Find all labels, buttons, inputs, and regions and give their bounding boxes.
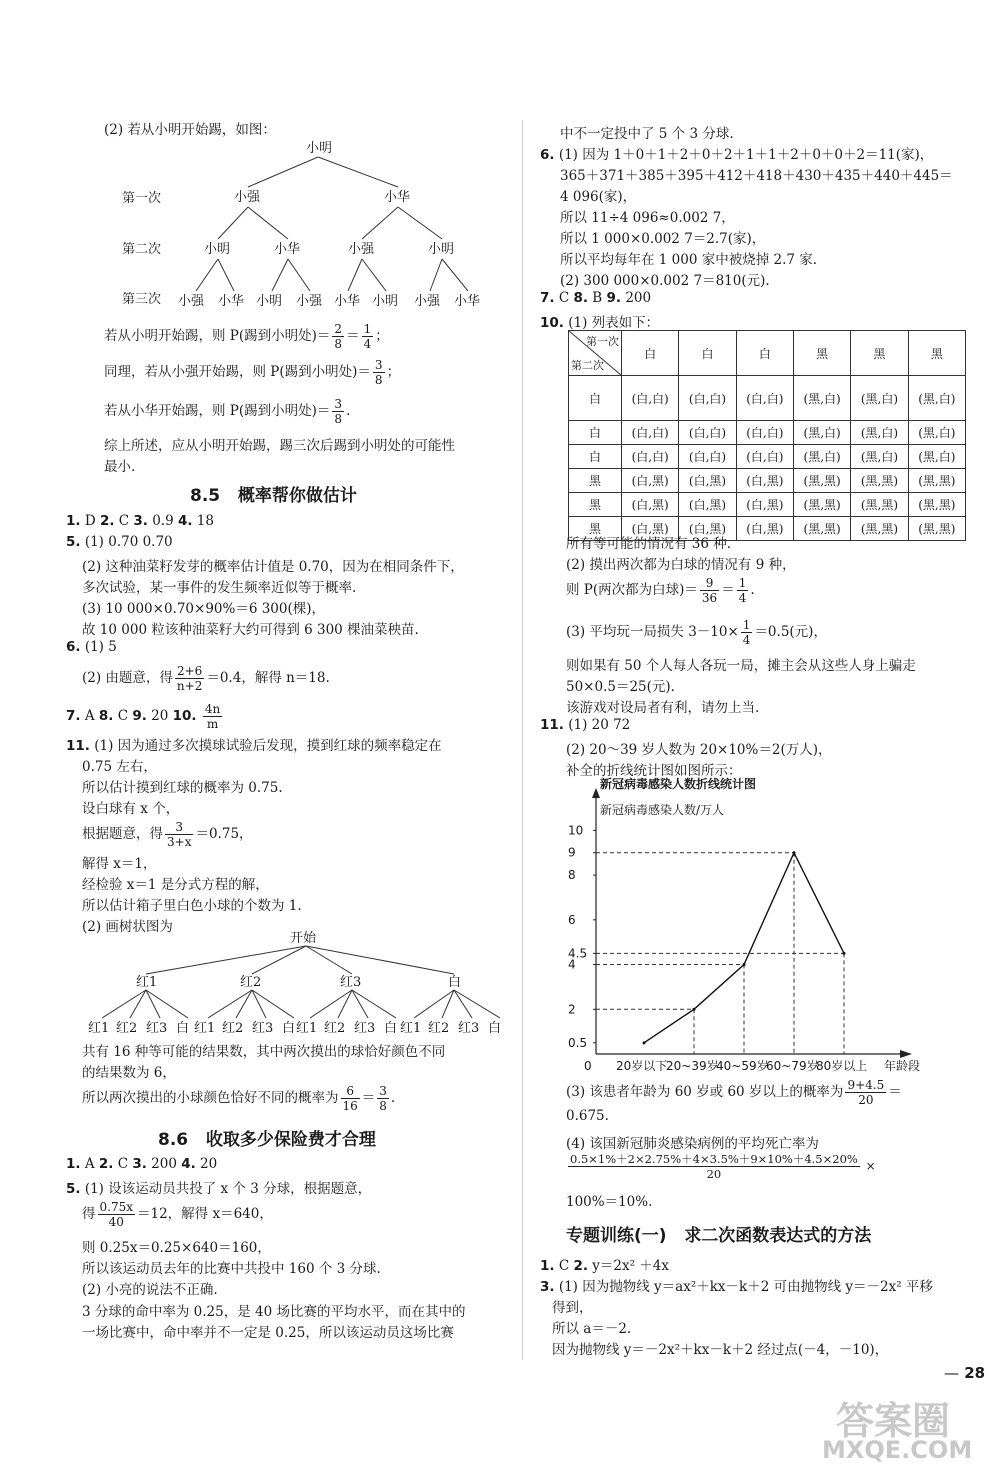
table-cell: (白,白): [622, 421, 679, 445]
prob-line: 若从小华开始踢，则 P(踢到小明处)＝ $\frac{3}{8}$ .: [104, 397, 351, 426]
text-line: 设白球有 x 个，: [82, 801, 180, 817]
text-line: 共有 16 种等可能的结果数，其中两次摸出的球恰好颜色不同: [82, 1044, 446, 1060]
tree2-leaf: 白: [384, 1021, 398, 1036]
text-line: 得 $\frac{0.75x}{40}$ ＝12，解得 x＝640，: [82, 1200, 273, 1229]
table-cell: (白,白): [736, 445, 793, 469]
table-cell: (黑,黑): [851, 517, 908, 541]
chart-title: 新冠病毒感染人数折线统计图: [600, 777, 757, 791]
x-axis-label: 年龄段: [884, 1059, 921, 1072]
table-cell: (黑,黑): [908, 469, 965, 493]
data-point: [743, 963, 746, 966]
text-line: 50×0.5＝25(元).: [566, 679, 675, 695]
tree2-node: 红1: [136, 975, 158, 990]
table-header: 白: [736, 331, 793, 376]
table-cell: (黑,黑): [793, 493, 850, 517]
table-cell: (黑,黑): [793, 469, 850, 493]
text-line: 所以平均每年在 1 000 家中被烧掉 2.7 家.: [560, 252, 818, 268]
table-cell: (白,黑): [736, 493, 793, 517]
table-cell: (白,黑): [622, 517, 679, 541]
tree2-leaf: 白: [488, 1021, 502, 1036]
answer-line: 1. A 2. C 3. 200 4. 20: [66, 1156, 218, 1172]
tree2-node: 白: [448, 975, 462, 990]
text-line: (3) 该患者年龄为 60 岁或 60 岁以上的概率为 $\frac{9+4.5}{20}$ ＝: [566, 1078, 902, 1107]
tree1-intro: (2) 若从小明开始踢，如图：: [104, 122, 276, 138]
table-row: [569, 421, 966, 445]
tree2-leaf: 红3: [354, 1021, 376, 1036]
x-axis-arrow: [900, 1050, 912, 1058]
answer-line: 11. (1) 因为通过多次摸球试验后发现，摸到红球的频率稳定在: [66, 738, 442, 754]
y-tick-label: 9: [568, 845, 576, 860]
text-line: (2) 摸出两次都为白球的情况有 9 种，: [566, 557, 796, 573]
tree2-leaf: 红2: [428, 1021, 450, 1036]
tree2-leaf: 红3: [458, 1021, 480, 1036]
text-line: 则 0.25x＝0.25×640＝160，: [82, 1240, 271, 1256]
text-line: (3) 平均玩一局损失 3－10× $\frac{1}{4}$ ＝0.5(元)，: [566, 618, 827, 647]
y-tick-label: 6: [568, 912, 576, 927]
x-tick-label: 60~79岁: [766, 1059, 819, 1072]
answer-line: 10. (1) 列表如下：: [540, 315, 660, 331]
table-header: 黑: [851, 331, 908, 376]
row-label: 白: [569, 421, 622, 445]
text-line: 综上所述，应从小明开始踢，踢三次后踢到小明处的可能性: [104, 438, 455, 454]
data-point: [693, 1008, 696, 1011]
table-cell: (黑,白): [793, 376, 850, 421]
tree1-leaf: 小华: [334, 294, 361, 309]
y-tick-label: 4.5: [568, 946, 588, 961]
text-line: 解得 x＝1，: [82, 856, 157, 872]
text-line: (2) 由题意，得 $\frac{2+6}{n+2}$ ＝0.4，解得 n＝18.: [82, 664, 330, 693]
table-header: 白: [622, 331, 679, 376]
text-line: 所以 1 000×0.002 7＝2.7(家)，: [560, 231, 766, 247]
y-tick-label: 10: [568, 823, 584, 838]
page-number: — 28: [944, 1364, 986, 1382]
table-corner: 第一次 第二次: [569, 331, 622, 376]
tree2-leaf: 红1: [194, 1021, 216, 1036]
tree-diagram-kick: [100, 135, 520, 315]
text-line: 补全的折线统计图如图所示：: [566, 763, 742, 779]
table-cell: (黑,白): [851, 421, 908, 445]
tree1-leaf: 小华: [218, 294, 245, 309]
table-cell: (白,黑): [679, 517, 736, 541]
text-line: 0.75 左右，: [82, 759, 157, 775]
table-cell: (黑,白): [908, 421, 965, 445]
text-line: 则如果有 50 个人每人各玩一局，摊主会从这些人身上骗走: [566, 658, 916, 674]
outcome-table: [568, 330, 966, 541]
table-cell: (黑,黑): [793, 517, 850, 541]
tree2-leaf: 红1: [296, 1021, 318, 1036]
origin-label: 0: [584, 1059, 592, 1072]
answer-line: 3. (1) 因为抛物线 y＝ax²＋kx－k＋2 可由抛物线 y＝－2x² 平移: [540, 1279, 933, 1295]
table-cell: (白,黑): [679, 469, 736, 493]
text-line: 该游戏对设局者有利，请勿上当.: [566, 700, 760, 716]
text-line: $\frac{0.5\times 1\%+2\times 2.75\%+4\times 3.5\%+9\times 10\%+4.5\times 20\%}{20}$ ×: [570, 1152, 876, 1181]
section-heading: 8.5 概率帮你做估计: [190, 486, 357, 506]
y-tick-label: 2: [568, 1002, 576, 1017]
x-tick-label: 20岁以下: [616, 1059, 668, 1072]
table-cell: (黑,白): [793, 421, 850, 445]
section-heading: 专题训练(一) 求二次函数表达式的方法: [566, 1226, 872, 1246]
y-tick-label: 8: [568, 868, 576, 883]
row-label: 黑: [569, 517, 622, 541]
text-line: (2) 小亮的说法不正确.: [82, 1282, 218, 1298]
answer-line: 7. A 8. C 9. 20 10. $\frac{4n}{m}$: [66, 702, 221, 731]
tree1-node: 小华: [274, 242, 301, 257]
text-line: 0.675.: [566, 1108, 609, 1124]
table-cell: (白,白): [679, 421, 736, 445]
answer-line: 11. (1) 20 72: [540, 717, 631, 733]
tree1-row-label: 第一次: [122, 191, 162, 206]
y-axis-arrow: [592, 788, 600, 798]
table-row: [569, 376, 966, 421]
answer-line: 5. (1) 0.70 0.70: [66, 534, 173, 550]
tree2-root: 开始: [290, 931, 317, 946]
text-line: 4 096(家)，: [560, 189, 637, 205]
tree1-leaf: 小明: [372, 294, 399, 309]
text-line: 中不一定投中了 5 个 3 分球.: [560, 126, 734, 142]
table-cell: (白,黑): [679, 493, 736, 517]
tree2-leaf: 白: [176, 1021, 190, 1036]
table-cell: (黑,白): [793, 445, 850, 469]
tree2-leaf: 红1: [400, 1021, 422, 1036]
data-point: [843, 952, 846, 955]
text-line: 因为抛物线 y＝－2x²＋kx－k＋2 经过点(－4，－10)，: [552, 1342, 889, 1358]
y-axis-label: 新冠病毒感染人数/万人: [600, 803, 725, 817]
table-cell: (白,白): [679, 376, 736, 421]
row-label: 白: [569, 376, 622, 421]
tree2-leaf: 红1: [88, 1021, 110, 1036]
tree2-node: 红3: [340, 975, 362, 990]
table-row: [569, 493, 966, 517]
text-line: 所以该运动员去年的比赛中共投中 160 个 3 分球.: [82, 1261, 381, 1277]
answer-line: 1. C 2. y＝2x² ＋4x: [540, 1258, 670, 1274]
table-cell: (黑,黑): [908, 517, 965, 541]
text-line: (2) 300 000×0.002 7＝810(元).: [560, 273, 770, 289]
x-tick-label: 80岁以上: [816, 1059, 868, 1072]
table-cell: (黑,白): [851, 445, 908, 469]
text-line: 3 分球的命中率为 0.25，是 40 场比赛的平均水平，而在其中的: [82, 1304, 466, 1320]
table-header: 黑: [908, 331, 965, 376]
table-cell: (黑,白): [908, 445, 965, 469]
x-tick-label: 40~59岁: [716, 1059, 769, 1072]
table-cell: (黑,白): [908, 376, 965, 421]
table-cell: (黑,黑): [908, 493, 965, 517]
table-cell: (白,白): [679, 445, 736, 469]
answer-line: 6. (1) 因为 1＋0＋1＋2＋0＋2＋1＋1＋2＋0＋0＋2＝11(家)，: [540, 147, 934, 163]
tree1-node: 小明: [204, 242, 231, 257]
text-line: 365＋371＋385＋395＋412＋418＋430＋435＋440＋445＝: [560, 168, 953, 184]
text-line: 最小.: [104, 459, 136, 475]
text-line: 的结果数为 6，: [82, 1065, 176, 1081]
table-cell: (白,黑): [622, 493, 679, 517]
tree1-leaf: 小明: [256, 294, 283, 309]
y-tick-label: 0.5: [568, 1035, 588, 1050]
tree1-row-label: 第三次: [122, 292, 162, 307]
answer-line: 5. (1) 设该运动员共投了 x 个 3 分球，根据题意，: [66, 1181, 372, 1197]
row-label: 黑: [569, 493, 622, 517]
answer-line: 1. D 2. C 3. 0.9 4. 18: [66, 513, 214, 529]
text-line: 所以估计箱子里白色小球的个数为 1.: [82, 898, 302, 914]
tree1-leaf: 小强: [178, 294, 205, 309]
text-line: 则 P(两次都为白球)＝ $\frac{9}{36}$ ＝ $\frac{1}{4}$ .: [566, 576, 755, 605]
tree1-row-label: 第二次: [122, 242, 162, 257]
text-line: (4) 该国新冠肺炎感染病例的平均死亡率为: [566, 1136, 819, 1152]
tree2-leaf: 红2: [222, 1021, 244, 1036]
answer-line: 6. (1) 5: [66, 639, 117, 655]
watermark-logo: 答案圈: [836, 1399, 951, 1443]
table-row: [569, 469, 966, 493]
data-point: [643, 1041, 646, 1044]
table-cell: (白,黑): [736, 469, 793, 493]
text-line: 所以 a＝－2.: [552, 1321, 632, 1337]
tree1-leaf: 小强: [414, 294, 441, 309]
table-cell: (白,白): [622, 445, 679, 469]
table-cell: (黑,黑): [851, 493, 908, 517]
tree1-node: 小强: [234, 190, 261, 205]
table-cell: (白,黑): [622, 469, 679, 493]
text-line: (2) 画树状图为: [82, 919, 173, 935]
table-cell: (白,黑): [736, 517, 793, 541]
tree1-node: 小强: [348, 242, 375, 257]
tree2-leaf: 红3: [252, 1021, 274, 1036]
text-line: (3) 10 000×0.70×90%＝6 300(棵)，: [82, 601, 326, 617]
answer-line: 7. C 8. B 9. 200: [540, 290, 652, 306]
text-line: (2) 这种油菜籽发芽的概率估计值是 0.70，因为在相同条件下，: [82, 559, 464, 575]
tree2-node: 红2: [240, 975, 262, 990]
table-cell: (黑,黑): [851, 469, 908, 493]
y-tick-label: 4: [568, 957, 576, 972]
line-chart: [560, 772, 960, 1072]
text-line: 多次试验，某一事件的发生频率近似等于概率.: [82, 580, 357, 596]
row-label: 白: [569, 445, 622, 469]
column-divider: [522, 120, 523, 1360]
tree2-leaf: 白: [282, 1021, 296, 1036]
prob-line: 若从小明开始踢，则 P(踢到小明处)＝ $\frac{2}{8}$ ＝ $\frac{1}{4}$ ；: [104, 322, 389, 351]
tree2-leaf: 红2: [116, 1021, 138, 1036]
data-point: [793, 851, 796, 854]
watermark-url: MXQE.COM: [822, 1436, 973, 1464]
text-line: 故 10 000 粒该种油菜籽大约可得到 6 300 棵油菜秧苗.: [82, 622, 419, 638]
table-cell: (白,白): [622, 376, 679, 421]
row-label: 黑: [569, 469, 622, 493]
text-line: 所以 11÷4 096≈0.002 7，: [560, 210, 735, 226]
table-header: 白: [679, 331, 736, 376]
tree1-root: 小明: [306, 141, 333, 156]
text-line: 经检验 x＝1 是分式方程的解，: [82, 877, 269, 893]
text-line: 所以估计摸到红球的概率为 0.75.: [82, 780, 283, 796]
text-line: 100%＝10%.: [566, 1194, 653, 1210]
text-line: 一场比赛中，命中率并不一定是 0.25，所以该运动员这场比赛: [82, 1325, 454, 1341]
table-cell: (白,白): [736, 421, 793, 445]
tree2-leaf: 红3: [146, 1021, 168, 1036]
table-row: [569, 445, 966, 469]
text-line: 得到，: [552, 1300, 593, 1316]
tree1-leaf: 小华: [454, 294, 481, 309]
text-line: 根据题意，得 $\frac{3}{3+x}$ ＝0.75，: [82, 820, 253, 849]
table-header: 黑: [793, 331, 850, 376]
table-cell: (黑,白): [851, 376, 908, 421]
text-line: 所以两次摸出的小球颜色恰好不同的概率为 $\frac{6}{16}$ ＝ $\frac{3}{8}$ .: [82, 1084, 396, 1113]
tree1-node: 小华: [384, 190, 411, 205]
prob-line: 同理，若从小强开始踢，则 P(踢到小明处)＝ $\frac{3}{8}$ ；: [104, 358, 401, 387]
text-line: 所有等可能的情况有 36 种.: [566, 536, 732, 552]
table-cell: (白,白): [736, 376, 793, 421]
tree1-node: 小明: [428, 242, 455, 257]
tree2-leaf: 红2: [324, 1021, 346, 1036]
text-line: (2) 20～39 岁人数为 20×10%＝2(万人)，: [566, 742, 832, 758]
tree1-leaf: 小强: [296, 294, 323, 309]
x-tick-label: 20~39岁: [666, 1059, 719, 1072]
section-heading: 8.6 收取多少保险费才合理: [158, 1130, 376, 1150]
tree-diagram-balls: [80, 928, 510, 1038]
